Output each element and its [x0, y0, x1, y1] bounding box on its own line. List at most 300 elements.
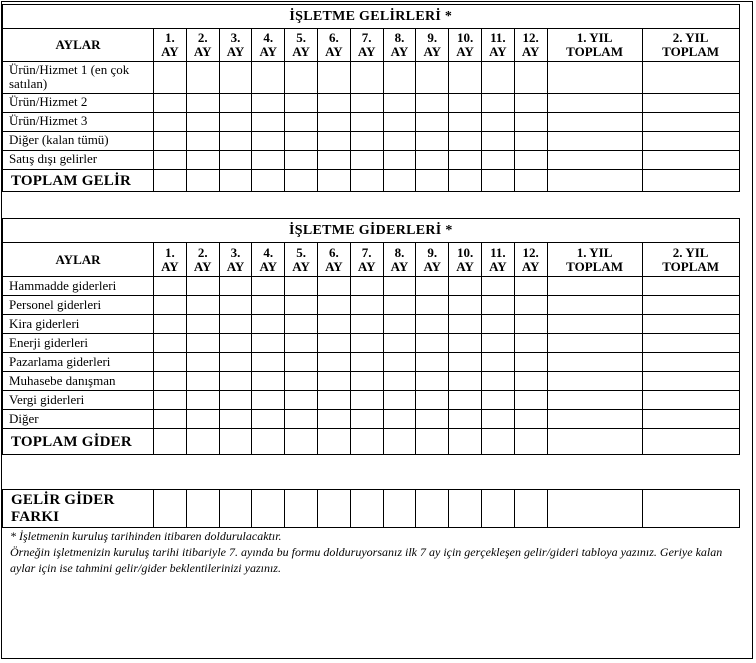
input-cell[interactable]: [252, 277, 285, 296]
input-cell[interactable]: [642, 62, 739, 94]
row-label: Kira giderleri: [3, 315, 154, 334]
input-cell[interactable]: [219, 296, 252, 315]
input-cell[interactable]: [186, 277, 219, 296]
input-cell[interactable]: [481, 410, 514, 429]
difference-cell[interactable]: [416, 490, 449, 528]
input-cell[interactable]: [449, 334, 482, 353]
input-cell[interactable]: [416, 315, 449, 334]
input-cell[interactable]: [547, 113, 642, 132]
input-cell[interactable]: [514, 132, 547, 151]
input-cell[interactable]: [514, 315, 547, 334]
month-unit: AY: [357, 44, 376, 59]
input-cell[interactable]: [481, 277, 514, 296]
row-label: Ürün/Hizmet 3: [3, 113, 154, 132]
total-cell[interactable]: [317, 429, 350, 455]
input-cell[interactable]: [350, 334, 383, 353]
input-cell[interactable]: [285, 334, 318, 353]
month-header-3: [219, 29, 252, 62]
input-cell[interactable]: [514, 410, 547, 429]
month-unit: AY: [161, 258, 179, 274]
input-cell[interactable]: [350, 277, 383, 296]
input-cell[interactable]: [285, 151, 318, 170]
year2-sublabel: TOPLAM: [662, 44, 719, 59]
table-row: [3, 277, 740, 296]
input-cell[interactable]: [547, 94, 642, 113]
input-cell[interactable]: [449, 62, 482, 94]
input-cell[interactable]: [547, 391, 642, 410]
input-cell[interactable]: [186, 62, 219, 94]
input-cell[interactable]: [642, 132, 739, 151]
input-cell[interactable]: [416, 62, 449, 94]
input-cell[interactable]: [350, 315, 383, 334]
input-cell[interactable]: [481, 391, 514, 410]
input-cell[interactable]: [186, 353, 219, 372]
input-cell[interactable]: [317, 94, 350, 113]
input-cell[interactable]: [285, 391, 318, 410]
month-unit: AY: [325, 44, 343, 59]
input-cell[interactable]: [642, 151, 739, 170]
input-cell[interactable]: [416, 151, 449, 170]
input-cell[interactable]: [317, 151, 350, 170]
difference-cell[interactable]: [219, 490, 252, 528]
input-cell[interactable]: [514, 113, 547, 132]
input-cell[interactable]: [186, 94, 219, 113]
input-cell[interactable]: [449, 410, 482, 429]
total-cell[interactable]: [642, 429, 739, 455]
input-cell[interactable]: [252, 391, 285, 410]
input-cell[interactable]: [383, 315, 416, 334]
input-cell[interactable]: [481, 315, 514, 334]
month-number: 10.: [456, 244, 474, 260]
month-unit: AY: [292, 258, 310, 274]
difference-cell[interactable]: [547, 490, 642, 528]
total-row: [3, 170, 740, 192]
input-cell[interactable]: [285, 296, 318, 315]
input-cell[interactable]: [154, 372, 187, 391]
year2-label: 2. YIL: [672, 244, 709, 260]
input-cell[interactable]: [219, 334, 252, 353]
total-cell[interactable]: [285, 170, 318, 192]
year1-sublabel: TOPLAM: [566, 44, 623, 59]
input-cell[interactable]: [449, 296, 482, 315]
difference-cell[interactable]: [481, 490, 514, 528]
year1-total-header: [547, 29, 642, 62]
total-cell[interactable]: [449, 170, 482, 192]
input-cell[interactable]: [285, 62, 318, 94]
total-cell[interactable]: [449, 429, 482, 455]
input-cell[interactable]: [350, 132, 383, 151]
input-cell[interactable]: [547, 315, 642, 334]
month-number: 9.: [427, 30, 438, 45]
total-cell[interactable]: [154, 429, 187, 455]
table-row: [3, 62, 740, 94]
month-header-11: [481, 29, 514, 62]
input-cell[interactable]: [514, 334, 547, 353]
input-cell[interactable]: [154, 151, 187, 170]
input-cell[interactable]: [285, 277, 318, 296]
input-cell[interactable]: [186, 132, 219, 151]
input-cell[interactable]: [481, 353, 514, 372]
total-label: TOPLAM GELİR: [3, 170, 154, 192]
input-cell[interactable]: [383, 334, 416, 353]
input-cell[interactable]: [449, 372, 482, 391]
input-cell[interactable]: [642, 372, 739, 391]
input-cell[interactable]: [449, 315, 482, 334]
input-cell[interactable]: [154, 277, 187, 296]
total-cell[interactable]: [416, 170, 449, 192]
total-cell[interactable]: [186, 170, 219, 192]
month-number: 3.: [230, 30, 241, 45]
input-cell[interactable]: [449, 391, 482, 410]
input-cell[interactable]: [547, 334, 642, 353]
total-cell[interactable]: [285, 429, 318, 455]
difference-table: [2, 489, 740, 528]
input-cell[interactable]: [154, 315, 187, 334]
input-cell[interactable]: [350, 296, 383, 315]
table-row: [3, 151, 740, 170]
input-cell[interactable]: [416, 94, 449, 113]
input-cell[interactable]: [449, 353, 482, 372]
table-row: [3, 334, 740, 353]
input-cell[interactable]: [642, 353, 739, 372]
input-cell[interactable]: [547, 410, 642, 429]
row-label: Muhasebe danışman: [3, 372, 154, 391]
input-cell[interactable]: [350, 151, 383, 170]
input-cell[interactable]: [383, 372, 416, 391]
input-cell[interactable]: [547, 151, 642, 170]
month-number: 12.: [522, 30, 539, 45]
input-cell[interactable]: [449, 94, 482, 113]
input-cell[interactable]: [514, 277, 547, 296]
input-cell[interactable]: [317, 277, 350, 296]
input-cell[interactable]: [154, 94, 187, 113]
month-number: 11.: [490, 30, 506, 45]
input-cell[interactable]: [350, 410, 383, 429]
input-cell[interactable]: [514, 62, 547, 94]
input-cell[interactable]: [317, 353, 350, 372]
row-label: Hammadde giderleri: [3, 277, 154, 296]
input-cell[interactable]: [317, 334, 350, 353]
month-number: 7.: [361, 244, 372, 260]
input-cell[interactable]: [186, 334, 219, 353]
row-label: Diğer (kalan tümü): [3, 132, 154, 151]
month-unit: AY: [226, 258, 245, 274]
input-cell[interactable]: [383, 353, 416, 372]
input-cell[interactable]: [219, 94, 252, 113]
difference-cell[interactable]: [285, 490, 318, 528]
difference-cell[interactable]: [154, 490, 187, 528]
month-unit: AY: [390, 258, 409, 274]
input-cell[interactable]: [186, 113, 219, 132]
input-cell[interactable]: [547, 296, 642, 315]
input-cell[interactable]: [449, 151, 482, 170]
month-number: 7.: [361, 30, 372, 45]
input-cell[interactable]: [514, 372, 547, 391]
input-cell[interactable]: [252, 315, 285, 334]
month-header-5: [285, 243, 318, 277]
input-cell[interactable]: [285, 315, 318, 334]
input-cell[interactable]: [481, 113, 514, 132]
year1-label: 1. YIL: [576, 244, 613, 260]
year2-label: 2. YIL: [672, 30, 709, 45]
input-cell[interactable]: [252, 132, 285, 151]
input-cell[interactable]: [154, 353, 187, 372]
table-row: [3, 296, 740, 315]
input-cell[interactable]: [514, 151, 547, 170]
total-cell[interactable]: [514, 170, 547, 192]
input-cell[interactable]: [383, 151, 416, 170]
input-cell[interactable]: [416, 372, 449, 391]
input-cell[interactable]: [350, 391, 383, 410]
total-row: [3, 429, 740, 455]
month-unit: AY: [259, 258, 278, 274]
total-cell[interactable]: [219, 170, 252, 192]
total-cell[interactable]: [481, 429, 514, 455]
input-cell[interactable]: [252, 334, 285, 353]
month-unit: AY: [390, 44, 409, 59]
table-row: [3, 315, 740, 334]
input-cell[interactable]: [219, 277, 252, 296]
input-cell[interactable]: [186, 315, 219, 334]
input-cell[interactable]: [383, 410, 416, 429]
input-cell[interactable]: [514, 391, 547, 410]
input-cell[interactable]: [547, 372, 642, 391]
total-cell[interactable]: [350, 429, 383, 455]
total-cell[interactable]: [350, 170, 383, 192]
footnote-line2: Örneğin işletmenizin kuruluş tarihi itibariyle 7. ayında bu formu dolduruyorsanız ilk 7 ay için gerçekleşen gelir/gideri tabloya yazınız. Geriye kalan aylar için ise tahmini gelir/gider beklentilerinizi yazınız.: [10, 545, 723, 575]
input-cell[interactable]: [416, 353, 449, 372]
difference-cell[interactable]: [186, 490, 219, 528]
month-header-6: [317, 243, 350, 277]
difference-label-line2: FARKI: [11, 508, 60, 525]
difference-cell[interactable]: [317, 490, 350, 528]
input-cell[interactable]: [350, 94, 383, 113]
input-cell[interactable]: [642, 410, 739, 429]
input-cell[interactable]: [252, 296, 285, 315]
input-cell[interactable]: [350, 62, 383, 94]
input-cell[interactable]: [219, 410, 252, 429]
table-row: [3, 94, 740, 113]
input-cell[interactable]: [186, 296, 219, 315]
difference-cell[interactable]: [449, 490, 482, 528]
input-cell[interactable]: [383, 113, 416, 132]
input-cell[interactable]: [481, 296, 514, 315]
input-cell[interactable]: [317, 113, 350, 132]
month-unit: AY: [226, 44, 245, 59]
input-cell[interactable]: [449, 113, 482, 132]
month-number: 8.: [394, 30, 405, 45]
input-cell[interactable]: [252, 94, 285, 113]
input-cell[interactable]: [317, 372, 350, 391]
month-number: 12.: [522, 244, 539, 260]
input-cell[interactable]: [416, 132, 449, 151]
input-cell[interactable]: [186, 410, 219, 429]
input-cell[interactable]: [642, 391, 739, 410]
input-cell[interactable]: [317, 410, 350, 429]
input-cell[interactable]: [383, 94, 416, 113]
input-cell[interactable]: [514, 353, 547, 372]
month-number: 10.: [456, 30, 474, 45]
month-header-12: [514, 243, 547, 277]
input-cell[interactable]: [186, 151, 219, 170]
input-cell[interactable]: [481, 62, 514, 94]
month-header-10: [449, 243, 482, 277]
month-header-4: [252, 29, 285, 62]
input-cell[interactable]: [416, 296, 449, 315]
total-cell[interactable]: [514, 429, 547, 455]
input-cell[interactable]: [481, 132, 514, 151]
row-label: Personel giderleri: [3, 296, 154, 315]
input-cell[interactable]: [547, 353, 642, 372]
input-cell[interactable]: [154, 410, 187, 429]
total-cell[interactable]: [383, 429, 416, 455]
row-label: Enerji giderleri: [3, 334, 154, 353]
month-header-12: [514, 29, 547, 62]
input-cell[interactable]: [383, 132, 416, 151]
input-cell[interactable]: [219, 62, 252, 94]
input-cell[interactable]: [219, 315, 252, 334]
input-cell[interactable]: [383, 391, 416, 410]
input-cell[interactable]: [317, 132, 350, 151]
input-cell[interactable]: [252, 62, 285, 94]
input-cell[interactable]: [317, 315, 350, 334]
month-number: 8.: [394, 244, 405, 260]
input-cell[interactable]: [547, 132, 642, 151]
input-cell[interactable]: [350, 353, 383, 372]
total-cell[interactable]: [547, 170, 642, 192]
total-cell[interactable]: [252, 170, 285, 192]
month-unit: AY: [357, 258, 376, 274]
input-cell[interactable]: [219, 113, 252, 132]
difference-row: [3, 490, 740, 528]
difference-cell[interactable]: [642, 490, 739, 528]
month-unit: AY: [292, 44, 310, 59]
input-cell[interactable]: [642, 315, 739, 334]
input-cell[interactable]: [285, 132, 318, 151]
row-label: Pazarlama giderleri: [3, 353, 154, 372]
footnote: [10, 528, 740, 576]
input-cell[interactable]: [350, 372, 383, 391]
total-cell[interactable]: [481, 170, 514, 192]
input-cell[interactable]: [285, 113, 318, 132]
input-cell[interactable]: [547, 62, 642, 94]
input-cell[interactable]: [154, 62, 187, 94]
input-cell[interactable]: [416, 113, 449, 132]
input-cell[interactable]: [449, 277, 482, 296]
input-cell[interactable]: [416, 391, 449, 410]
month-unit: AY: [423, 44, 442, 59]
input-cell[interactable]: [285, 410, 318, 429]
input-cell[interactable]: [317, 62, 350, 94]
input-cell[interactable]: [252, 113, 285, 132]
input-cell[interactable]: [416, 334, 449, 353]
input-cell[interactable]: [481, 372, 514, 391]
input-cell[interactable]: [547, 277, 642, 296]
input-cell[interactable]: [219, 372, 252, 391]
input-cell[interactable]: [186, 372, 219, 391]
total-cell[interactable]: [317, 170, 350, 192]
input-cell[interactable]: [252, 410, 285, 429]
input-cell[interactable]: [252, 372, 285, 391]
input-cell[interactable]: [219, 391, 252, 410]
total-cell[interactable]: [547, 429, 642, 455]
month-unit: AY: [489, 258, 507, 274]
month-header-8: [383, 29, 416, 62]
input-cell[interactable]: [317, 391, 350, 410]
total-cell[interactable]: [252, 429, 285, 455]
difference-cell[interactable]: [252, 490, 285, 528]
input-cell[interactable]: [154, 113, 187, 132]
input-cell[interactable]: [219, 151, 252, 170]
month-header-2: [186, 243, 219, 277]
difference-cell[interactable]: [350, 490, 383, 528]
input-cell[interactable]: [219, 132, 252, 151]
input-cell[interactable]: [642, 94, 739, 113]
year2-total-header: [642, 243, 739, 277]
difference-cell[interactable]: [514, 490, 547, 528]
input-cell[interactable]: [350, 113, 383, 132]
input-cell[interactable]: [514, 94, 547, 113]
input-cell[interactable]: [252, 151, 285, 170]
table-row: [3, 132, 740, 151]
total-cell[interactable]: [383, 170, 416, 192]
input-cell[interactable]: [642, 113, 739, 132]
input-cell[interactable]: [514, 296, 547, 315]
table-row: [3, 410, 740, 429]
input-cell[interactable]: [449, 132, 482, 151]
input-cell[interactable]: [481, 151, 514, 170]
difference-label-line1: GELİR GİDER: [11, 491, 115, 508]
input-cell[interactable]: [186, 391, 219, 410]
table-row: [3, 372, 740, 391]
input-cell[interactable]: [154, 334, 187, 353]
total-cell[interactable]: [186, 429, 219, 455]
input-cell[interactable]: [416, 410, 449, 429]
input-cell[interactable]: [285, 94, 318, 113]
month-header-7: [350, 243, 383, 277]
month-unit: AY: [521, 44, 540, 59]
month-number: 4.: [263, 244, 274, 260]
input-cell[interactable]: [383, 296, 416, 315]
input-cell[interactable]: [154, 296, 187, 315]
month-number: 5.: [296, 244, 306, 260]
input-cell[interactable]: [416, 277, 449, 296]
input-cell[interactable]: [642, 334, 739, 353]
input-cell[interactable]: [154, 132, 187, 151]
difference-cell[interactable]: [383, 490, 416, 528]
total-cell[interactable]: [154, 170, 187, 192]
input-cell[interactable]: [642, 296, 739, 315]
input-cell[interactable]: [317, 296, 350, 315]
input-cell[interactable]: [383, 62, 416, 94]
month-number: 6.: [329, 244, 339, 260]
input-cell[interactable]: [285, 372, 318, 391]
input-cell[interactable]: [642, 277, 739, 296]
total-cell[interactable]: [219, 429, 252, 455]
input-cell[interactable]: [219, 353, 252, 372]
input-cell[interactable]: [154, 391, 187, 410]
total-cell[interactable]: [416, 429, 449, 455]
aylar-header: AYLAR: [3, 29, 154, 62]
input-cell[interactable]: [252, 353, 285, 372]
input-cell[interactable]: [285, 353, 318, 372]
difference-label: [3, 490, 154, 528]
total-cell[interactable]: [642, 170, 739, 192]
input-cell[interactable]: [481, 94, 514, 113]
input-cell[interactable]: [481, 334, 514, 353]
month-number: 5.: [296, 30, 306, 45]
input-cell[interactable]: [383, 277, 416, 296]
